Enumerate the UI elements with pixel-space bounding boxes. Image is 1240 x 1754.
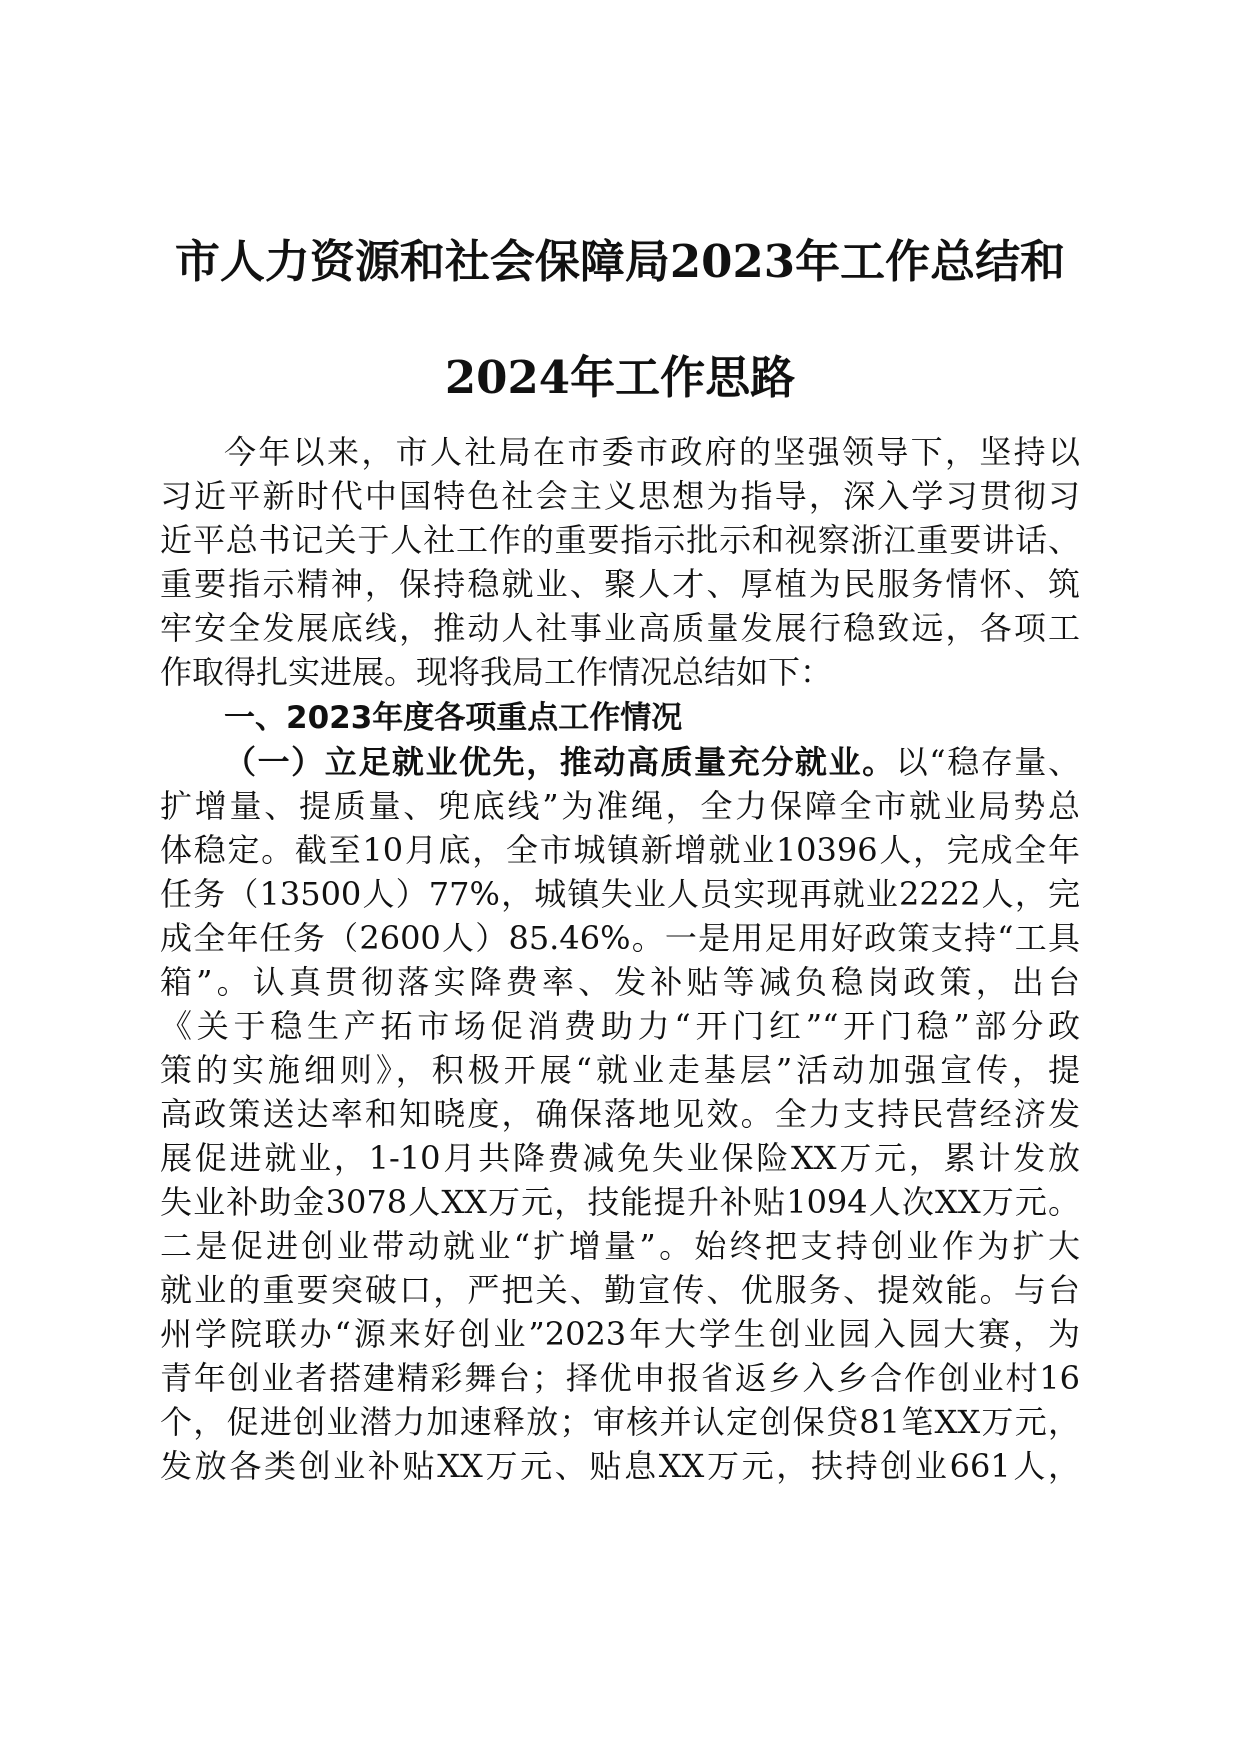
body-line: 就业的重要突破口，严把关、勤宣传、优服务、提效能。与台 <box>160 1271 1080 1309</box>
body-line: 《关于稳生产拓市场促消费助力“开门红”“开门稳”部分政 <box>160 1007 1080 1045</box>
intro-line: 牢安全发展底线，推动人社事业高质量发展行稳致远，各项工 <box>160 609 1080 647</box>
body-line: 体稳定。截至10月底，全市城镇新增就业10396人，完成全年 <box>160 831 1080 869</box>
subsection-heading-rest: 以“稳存量、 <box>895 743 1080 781</box>
body-line: 策的实施细则》，积极开展“就业走基层”活动加强宣传，提 <box>160 1051 1080 1089</box>
document-title-line-2: 2024年工作思路 <box>444 351 796 404</box>
section-heading: 一、2023年度各项重点工作情况 <box>224 700 683 736</box>
intro-line: 习近平新时代中国特色社会主义思想为指导，深入学习贯彻习 <box>160 477 1080 515</box>
body-line: 箱”。认真贯彻落实降费率、发补贴等减负稳岗政策，出台 <box>160 963 1080 1001</box>
body-line: 青年创业者搭建精彩舞台；择优申报省返乡入乡合作创业村16 <box>160 1359 1080 1397</box>
body-line: 任务（13500人）77%，城镇失业人员实现再就业2222人，完 <box>160 875 1080 913</box>
body-line: 二是促进创业带动就业“扩增量”。始终把支持创业作为扩大 <box>160 1227 1080 1265</box>
subsection-heading-line <box>224 740 1080 784</box>
intro-line: 今年以来，市人社局在市委市政府的坚强领导下，坚持以 <box>224 433 1080 471</box>
document-title-line-1: 市人力资源和社会保障局2023年工作总结和 <box>174 235 1066 288</box>
intro-line: 作取得扎实进展。现将我局工作情况总结如下： <box>160 653 833 691</box>
body-line: 个，促进创业潜力加速释放；审核并认定创保贷81笔XX万元， <box>160 1403 1080 1441</box>
body-line: 发放各类创业补贴XX万元、贴息XX万元，扶持创业661人， <box>160 1447 1080 1485</box>
body-line: 扩增量、提质量、兜底线”为准绳，全力保障全市就业局势总 <box>160 787 1080 825</box>
subsection-heading: （一）立足就业优先，推动高质量充分就业。 <box>224 743 896 781</box>
intro-line: 重要指示精神，保持稳就业、聚人才、厚植为民服务情怀、筑 <box>160 565 1080 603</box>
body-line: 成全年任务（2600人）85.46%。一是用足用好政策支持“工具 <box>160 919 1080 957</box>
body-line: 州学院联办“源来好创业”2023年大学生创业园入园大赛，为 <box>160 1315 1080 1353</box>
body-line: 高政策送达率和知晓度，确保落地见效。全力支持民营经济发 <box>160 1095 1080 1133</box>
body-line: 展促进就业，1-10月共降费减免失业保险XX万元，累计发放 <box>160 1139 1080 1177</box>
intro-line: 近平总书记关于人社工作的重要指示批示和视察浙江重要讲话、 <box>160 521 1080 559</box>
body-line: 失业补助金3078人XX万元，技能提升补贴1094人次XX万元。 <box>160 1183 1080 1221</box>
